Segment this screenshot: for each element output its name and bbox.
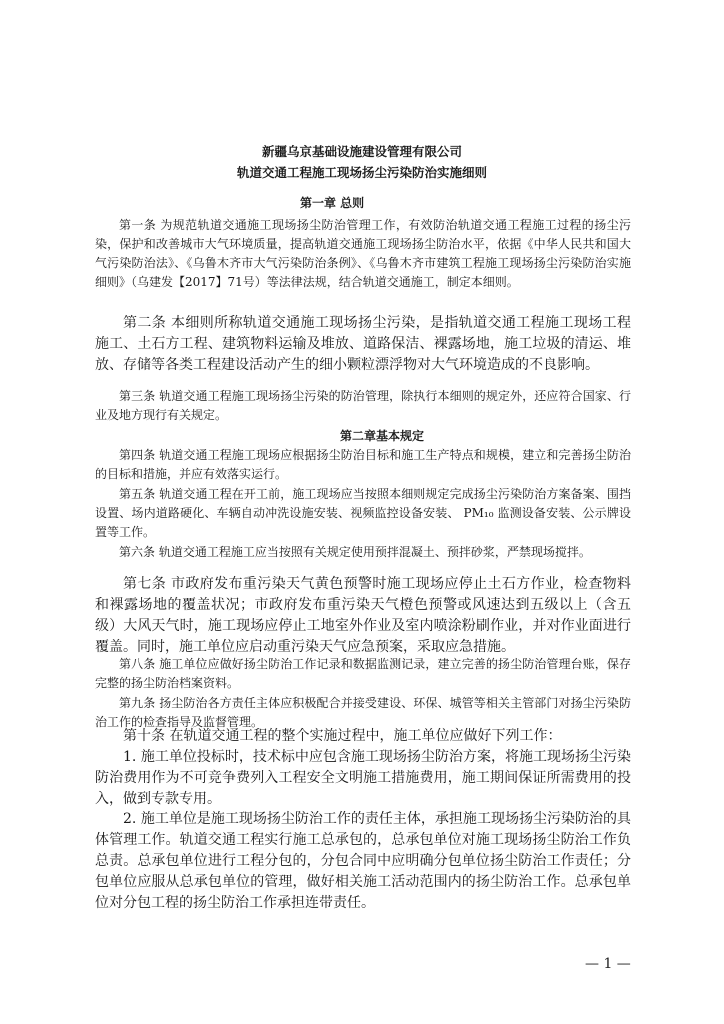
article-8: 第八条 施工单位应做好扬尘防治工作记录和数据监测记录，建立完善的扬尘防治管理台账，保存完整的扬尘防治档案资料。 bbox=[95, 657, 631, 690]
article-10: 第十条 在轨道交通工程的整个实施过程中，施工单位应做好下列工作： bbox=[123, 728, 562, 744]
chapter-heading: 第二章基本规定 bbox=[340, 429, 425, 443]
article-4: 第四条 轨道交通工程施工现场应根据扬尘防治目标和施工生产特点和规模，建立和完善扬尘防治的目标和措施，并应有效落实运行。 bbox=[95, 448, 631, 481]
article-7: 第七条 市政府发布重污染天气黄色预警时施工现场应停止土石方作业，检查物料和裸露场地的覆盖状况；市政府发布重污染天气橙色预警或风速达到五级以上（含五级）大风天气时，施工现场应停止工地室外作业及室内喷涂粉刷作业，并对作业面进行覆盖。同时，施工单位应启动重污染天气应急预案，采取应急措施。 bbox=[95, 576, 631, 655]
article-9: 第九条 扬尘防治各方责任主体应积极配合并接受建设、环保、城管等相关主管部门对扬尘污染防治工作的检查指导及监督管理。 bbox=[95, 696, 631, 729]
article-5: 第五条 轨道交通工程在开工前，施工现场应当按照本细则规定完成扬尘污染防治方案备案、围挡设置、场内道路硬化、车辆自动冲洗设施安装、视频监控设备安装、 PM₁₀ 监测设备安装、公示牌设置等工作。 bbox=[95, 487, 631, 539]
article-1: 第一条 为规范轨道交通施工现场扬尘防治管理工作，有效防治轨道交通工程施工过程的扬尘污染，保护和改善城市大气环境质量，提高轨道交通施工现场扬尘防治水平，依据《中华人民共和国大气污染防治法》、《乌鲁木齐市大气污染防治条例》、《乌鲁木齐市建筑工程施工现场扬尘污染防治实施细则》（乌建发【2017】71号）等法律法规，结合轨道交通施工，制定本细则。 bbox=[95, 218, 631, 289]
article-10-item-1: 1. 施工单位投标时，技术标中应包含施工现场扬尘防治方案，将施工现场扬尘污染防治费用作为不可竞争费列入工程安全文明施工措施费用，施工期间保证所需费用的投入，做到专款专用。 bbox=[95, 749, 631, 807]
chapter-heading: 第一章 总则 bbox=[300, 196, 365, 210]
article-6: 第六条 轨道交通工程施工应当按照有关规定使用预拌混凝土、预拌砂浆，严禁现场搅拌。 bbox=[119, 545, 591, 559]
article-2: 第二条 本细则所称轨道交通施工现场扬尘污染，是指轨道交通工程施工现场工程施工、土石方工程、建筑物料运输及堆放、道路保洁、裸露场地，施工垃圾的清运、堆放、存储等各类工程建设活动产生的细小颗粒漂浮物对大气环境造成的不良影响。 bbox=[95, 315, 631, 373]
article-3: 第三条 轨道交通工程施工现场扬尘污染的防治管理，除执行本细则的规定外，还应符合国家、行业及地方现行有关规定。 bbox=[95, 389, 631, 422]
organization-title: 新疆乌京基础设施建设管理有限公司 bbox=[261, 144, 462, 159]
page-number: — 1 — bbox=[585, 956, 631, 972]
document-title: 轨道交通工程施工现场扬尘污染防治实施细则 bbox=[236, 165, 487, 180]
article-10-item-2: 2. 施工单位是施工现场扬尘防治工作的责任主体，承担施工现场扬尘污染防治的具体管理工作。轨道交通工程实行施工总承包的，总承包单位对施工现场扬尘防治工作负总责。总承包单位进行工程分包的，分包合同中应明确分包单位扬尘防治工作责任；分包单位应服从总承包单位的管理，做好相关施工活动范围内的扬尘防治工作。总承包单位对分包工程的扬尘防治工作承担连带责任。 bbox=[95, 811, 631, 911]
